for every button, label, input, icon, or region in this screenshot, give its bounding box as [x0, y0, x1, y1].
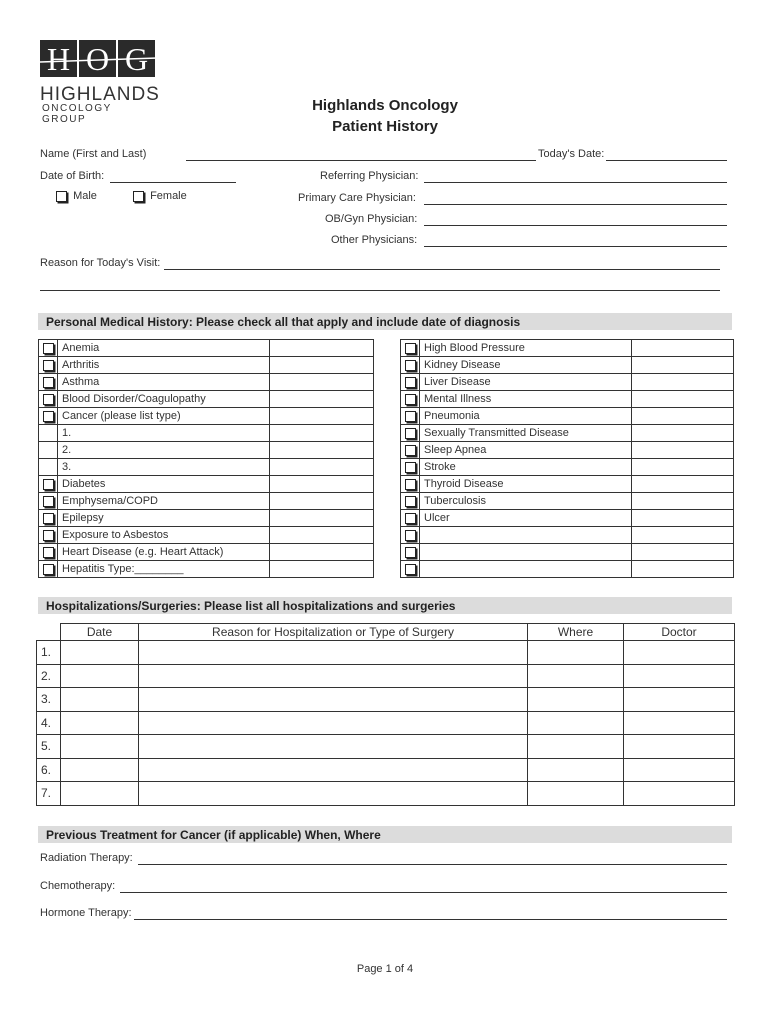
medical-history-right-table	[400, 339, 734, 578]
condition-row	[401, 510, 734, 527]
doc-title-line2: Patient History	[332, 118, 438, 135]
condition-checkbox-cell[interactable]	[401, 459, 420, 476]
condition-checkbox[interactable]	[405, 360, 416, 371]
diagnosis-date-cell[interactable]	[270, 561, 374, 578]
condition-checkbox[interactable]	[405, 445, 416, 456]
chemotherapy-label: Chemotherapy:	[40, 880, 116, 892]
diagnosis-date-cell[interactable]	[632, 408, 734, 425]
condition-checkbox-cell[interactable]	[401, 374, 420, 391]
condition-checkbox-cell[interactable]	[39, 544, 58, 561]
female-label: Female	[150, 190, 187, 202]
condition-label: High Blood Pressure	[420, 340, 632, 357]
row-number-header	[37, 624, 61, 641]
date-cell[interactable]	[61, 711, 139, 735]
condition-label: Asthma	[58, 374, 270, 391]
condition-checkbox-cell[interactable]	[39, 510, 58, 527]
condition-row	[401, 459, 734, 476]
condition-label: Stroke	[420, 459, 632, 476]
condition-checkbox-cell[interactable]	[39, 340, 58, 357]
doctor-cell[interactable]	[624, 711, 735, 735]
condition-checkbox[interactable]	[43, 564, 54, 575]
condition-label: Liver Disease	[420, 374, 632, 391]
condition-checkbox[interactable]	[43, 479, 54, 490]
diagnosis-date-cell[interactable]	[270, 391, 374, 408]
col-date: Date	[61, 624, 139, 641]
referring-physician-field[interactable]	[424, 182, 727, 183]
diagnosis-date-cell[interactable]	[632, 357, 734, 374]
diagnosis-date-cell[interactable]	[270, 340, 374, 357]
condition-row	[401, 527, 734, 544]
diagnosis-date-cell[interactable]	[632, 425, 734, 442]
condition-row	[39, 561, 374, 578]
condition-row	[39, 374, 374, 391]
condition-checkbox-cell[interactable]	[401, 544, 420, 561]
diagnosis-date-cell[interactable]	[270, 493, 374, 510]
reason-cell[interactable]	[139, 641, 528, 665]
condition-label: Diabetes	[58, 476, 270, 493]
condition-row	[39, 476, 374, 493]
male-option[interactable]	[56, 190, 97, 202]
medical-history-left-table	[38, 339, 374, 578]
condition-label: 1.	[58, 425, 270, 442]
condition-row	[401, 408, 734, 425]
reason-cell[interactable]	[139, 711, 528, 735]
hospitalizations-table	[36, 623, 735, 806]
condition-checkbox[interactable]	[43, 496, 54, 507]
diagnosis-date-cell[interactable]	[632, 459, 734, 476]
condition-checkbox[interactable]	[405, 377, 416, 388]
condition-label: Blood Disorder/Coagulopathy	[58, 391, 270, 408]
condition-label: Anemia	[58, 340, 270, 357]
condition-checkbox-cell[interactable]	[401, 425, 420, 442]
diagnosis-date-cell[interactable]	[270, 510, 374, 527]
primary-care-label: Primary Care Physician:	[298, 192, 416, 204]
condition-checkbox[interactable]	[43, 547, 54, 558]
date-cell[interactable]	[61, 641, 139, 665]
male-checkbox[interactable]	[56, 191, 67, 202]
hog-logo-mark	[40, 40, 160, 84]
reason-field-line2[interactable]	[40, 290, 720, 291]
condition-label: 3.	[58, 459, 270, 476]
condition-label: Sleep Apnea	[420, 442, 632, 459]
condition-checkbox-cell[interactable]	[39, 493, 58, 510]
condition-label: Exposure to Asbestos	[58, 527, 270, 544]
diagnosis-date-cell[interactable]	[632, 374, 734, 391]
condition-row	[39, 357, 374, 374]
condition-checkbox-cell[interactable]	[401, 561, 420, 578]
condition-label: Arthritis	[58, 357, 270, 374]
other-physicians-label: Other Physicians:	[331, 234, 418, 246]
reason-cell[interactable]	[139, 664, 528, 688]
condition-label: Emphysema/COPD	[58, 493, 270, 510]
diagnosis-date-cell[interactable]	[270, 442, 374, 459]
condition-checkbox-cell	[39, 442, 58, 459]
hospitalization-row	[37, 664, 735, 688]
diagnosis-date-cell[interactable]	[270, 425, 374, 442]
diagnosis-date-cell[interactable]	[632, 527, 734, 544]
condition-checkbox[interactable]	[405, 343, 416, 354]
row-number: 6.	[37, 758, 61, 782]
condition-row	[39, 510, 374, 527]
condition-label	[420, 527, 632, 544]
doctor-cell[interactable]	[624, 758, 735, 782]
hospitalization-row	[37, 711, 735, 735]
referring-physician-label: Referring Physician:	[320, 170, 419, 182]
where-cell[interactable]	[528, 688, 624, 712]
logo-text-oncology-group: ONCOLOGY GROUP	[42, 103, 112, 125]
doctor-cell[interactable]	[624, 735, 735, 759]
condition-checkbox-cell[interactable]	[401, 357, 420, 374]
condition-checkbox[interactable]	[43, 530, 54, 541]
condition-checkbox[interactable]	[405, 428, 416, 439]
condition-row	[401, 493, 734, 510]
condition-row	[401, 442, 734, 459]
condition-row	[401, 357, 734, 374]
medical-history-heading: Personal Medical History: Please check all that apply and include date of diagnosis	[38, 313, 732, 330]
condition-row	[39, 340, 374, 357]
reason-cell[interactable]	[139, 758, 528, 782]
hospitalization-row	[37, 688, 735, 712]
condition-label: Sexually Transmitted Disease	[420, 425, 632, 442]
condition-row	[401, 340, 734, 357]
page-number: Page 1 of 4	[356, 963, 414, 975]
condition-row	[39, 493, 374, 510]
condition-label: Thyroid Disease	[420, 476, 632, 493]
condition-checkbox-cell[interactable]	[39, 408, 58, 425]
hormone-therapy-label: Hormone Therapy:	[40, 907, 132, 919]
dob-label: Date of Birth:	[40, 170, 105, 182]
condition-label: Kidney Disease	[420, 357, 632, 374]
condition-row	[39, 425, 374, 442]
where-cell[interactable]	[528, 664, 624, 688]
obgyn-field[interactable]	[424, 225, 727, 226]
radiation-label: Radiation Therapy:	[40, 852, 133, 864]
diagnosis-date-cell[interactable]	[270, 357, 374, 374]
condition-label: Epilepsy	[58, 510, 270, 527]
hormone-therapy-field[interactable]	[134, 919, 727, 920]
doctor-cell[interactable]	[624, 688, 735, 712]
condition-row	[39, 527, 374, 544]
doctor-cell[interactable]	[624, 664, 735, 688]
condition-label: Ulcer	[420, 510, 632, 527]
doc-title-line1: Highlands Oncology	[312, 97, 458, 114]
name-label: Name (First and Last)	[40, 148, 147, 160]
condition-checkbox-cell[interactable]	[401, 442, 420, 459]
doctor-cell[interactable]	[624, 782, 735, 806]
condition-checkbox[interactable]	[405, 564, 416, 575]
reason-field[interactable]	[164, 269, 720, 270]
hospitalization-row	[37, 641, 735, 665]
condition-checkbox-cell[interactable]	[401, 391, 420, 408]
radiation-field[interactable]	[138, 864, 727, 865]
obgyn-label: OB/Gyn Physician:	[325, 213, 418, 225]
condition-checkbox[interactable]	[405, 496, 416, 507]
condition-checkbox[interactable]	[405, 530, 416, 541]
diagnosis-date-cell[interactable]	[270, 374, 374, 391]
condition-checkbox[interactable]	[405, 411, 416, 422]
date-cell[interactable]	[61, 688, 139, 712]
diagnosis-date-cell[interactable]	[632, 561, 734, 578]
condition-label	[420, 544, 632, 561]
diagnosis-date-cell[interactable]	[632, 510, 734, 527]
condition-checkbox-cell	[39, 425, 58, 442]
date-cell[interactable]	[61, 735, 139, 759]
condition-checkbox-cell[interactable]	[401, 510, 420, 527]
logo-letter-g: G	[124, 41, 149, 77]
condition-checkbox-cell[interactable]	[401, 340, 420, 357]
primary-care-field[interactable]	[424, 204, 727, 205]
condition-checkbox-cell[interactable]	[401, 527, 420, 544]
reason-cell[interactable]	[139, 735, 528, 759]
col-doctor: Doctor	[624, 624, 735, 641]
hospitalization-row	[37, 782, 735, 806]
date-cell[interactable]	[61, 758, 139, 782]
col-where: Where	[528, 624, 624, 641]
condition-checkbox-cell[interactable]	[39, 561, 58, 578]
reason-cell[interactable]	[139, 782, 528, 806]
date-cell[interactable]	[61, 782, 139, 806]
female-option[interactable]	[133, 190, 187, 202]
condition-label: Heart Disease (e.g. Heart Attack)	[58, 544, 270, 561]
condition-label	[420, 561, 632, 578]
hospitalization-row	[37, 735, 735, 759]
row-number: 2.	[37, 664, 61, 688]
condition-checkbox-cell[interactable]	[39, 476, 58, 493]
diagnosis-date-cell[interactable]	[632, 544, 734, 561]
condition-checkbox[interactable]	[405, 547, 416, 558]
reason-label: Reason for Today's Visit:	[40, 257, 161, 269]
condition-row	[401, 425, 734, 442]
row-number: 4.	[37, 711, 61, 735]
diagnosis-date-cell[interactable]	[270, 544, 374, 561]
condition-checkbox-cell[interactable]	[39, 527, 58, 544]
condition-checkbox-cell[interactable]	[401, 493, 420, 510]
condition-checkbox-cell[interactable]	[401, 476, 420, 493]
male-label: Male	[73, 190, 97, 202]
treatment-heading: Previous Treatment for Cancer (if applicable) When, Where	[38, 826, 732, 843]
condition-checkbox[interactable]	[43, 394, 54, 405]
where-cell[interactable]	[528, 641, 624, 665]
condition-checkbox-cell[interactable]	[39, 357, 58, 374]
hospitalizations-heading: Hospitalizations/Surgeries: Please list all hospitalizations and surgeries	[38, 597, 732, 614]
diagnosis-date-cell[interactable]	[270, 476, 374, 493]
diagnosis-date-cell[interactable]	[632, 476, 734, 493]
condition-label: Pneumonia	[420, 408, 632, 425]
row-number: 5.	[37, 735, 61, 759]
condition-label: Tuberculosis	[420, 493, 632, 510]
hospitalization-row	[37, 758, 735, 782]
condition-checkbox-cell[interactable]	[39, 391, 58, 408]
condition-checkbox[interactable]	[405, 513, 416, 524]
row-number: 3.	[37, 688, 61, 712]
condition-checkbox-cell[interactable]	[401, 408, 420, 425]
diagnosis-date-cell[interactable]	[270, 527, 374, 544]
doctor-cell[interactable]	[624, 641, 735, 665]
condition-row	[401, 391, 734, 408]
col-reason: Reason for Hospitalization or Type of Surgery	[139, 624, 528, 641]
condition-row	[401, 544, 734, 561]
condition-checkbox[interactable]	[43, 513, 54, 524]
condition-label: Hepatitis Type:________	[58, 561, 270, 578]
condition-row	[39, 442, 374, 459]
chemotherapy-field[interactable]	[120, 892, 727, 893]
diagnosis-date-cell[interactable]	[270, 408, 374, 425]
condition-checkbox-cell	[39, 459, 58, 476]
diagnosis-date-cell[interactable]	[632, 493, 734, 510]
row-number: 7.	[37, 782, 61, 806]
highlands-logo	[40, 40, 160, 125]
condition-row	[39, 408, 374, 425]
condition-checkbox-cell[interactable]	[39, 374, 58, 391]
logo-text-highlands: HIGHLANDS	[40, 84, 160, 105]
condition-row	[39, 544, 374, 561]
condition-row	[401, 476, 734, 493]
other-physicians-field[interactable]	[424, 246, 727, 247]
diagnosis-date-cell[interactable]	[632, 442, 734, 459]
date-cell[interactable]	[61, 664, 139, 688]
condition-checkbox[interactable]	[43, 377, 54, 388]
female-checkbox[interactable]	[133, 191, 144, 202]
logo-letter-o: O	[85, 41, 110, 77]
todays-date-field[interactable]	[606, 160, 727, 161]
where-cell[interactable]	[528, 711, 624, 735]
condition-row	[401, 374, 734, 391]
row-number: 1.	[37, 641, 61, 665]
condition-checkbox[interactable]	[405, 394, 416, 405]
where-cell[interactable]	[528, 735, 624, 759]
diagnosis-date-cell[interactable]	[270, 459, 374, 476]
reason-cell[interactable]	[139, 688, 528, 712]
name-field[interactable]	[186, 160, 536, 161]
logo-letter-h: H	[46, 41, 71, 77]
diagnosis-date-cell[interactable]	[632, 391, 734, 408]
condition-label: Cancer (please list type)	[58, 408, 270, 425]
condition-label: 2.	[58, 442, 270, 459]
condition-checkbox[interactable]	[405, 462, 416, 473]
condition-checkbox[interactable]	[405, 479, 416, 490]
diagnosis-date-cell[interactable]	[632, 340, 734, 357]
condition-row	[39, 459, 374, 476]
where-cell[interactable]	[528, 782, 624, 806]
condition-checkbox[interactable]	[43, 360, 54, 371]
condition-checkbox[interactable]	[43, 411, 54, 422]
condition-row	[401, 561, 734, 578]
condition-checkbox[interactable]	[43, 343, 54, 354]
condition-row	[39, 391, 374, 408]
dob-field[interactable]	[110, 182, 236, 183]
todays-date-label: Today's Date:	[538, 148, 605, 160]
condition-label: Mental Illness	[420, 391, 632, 408]
where-cell[interactable]	[528, 758, 624, 782]
